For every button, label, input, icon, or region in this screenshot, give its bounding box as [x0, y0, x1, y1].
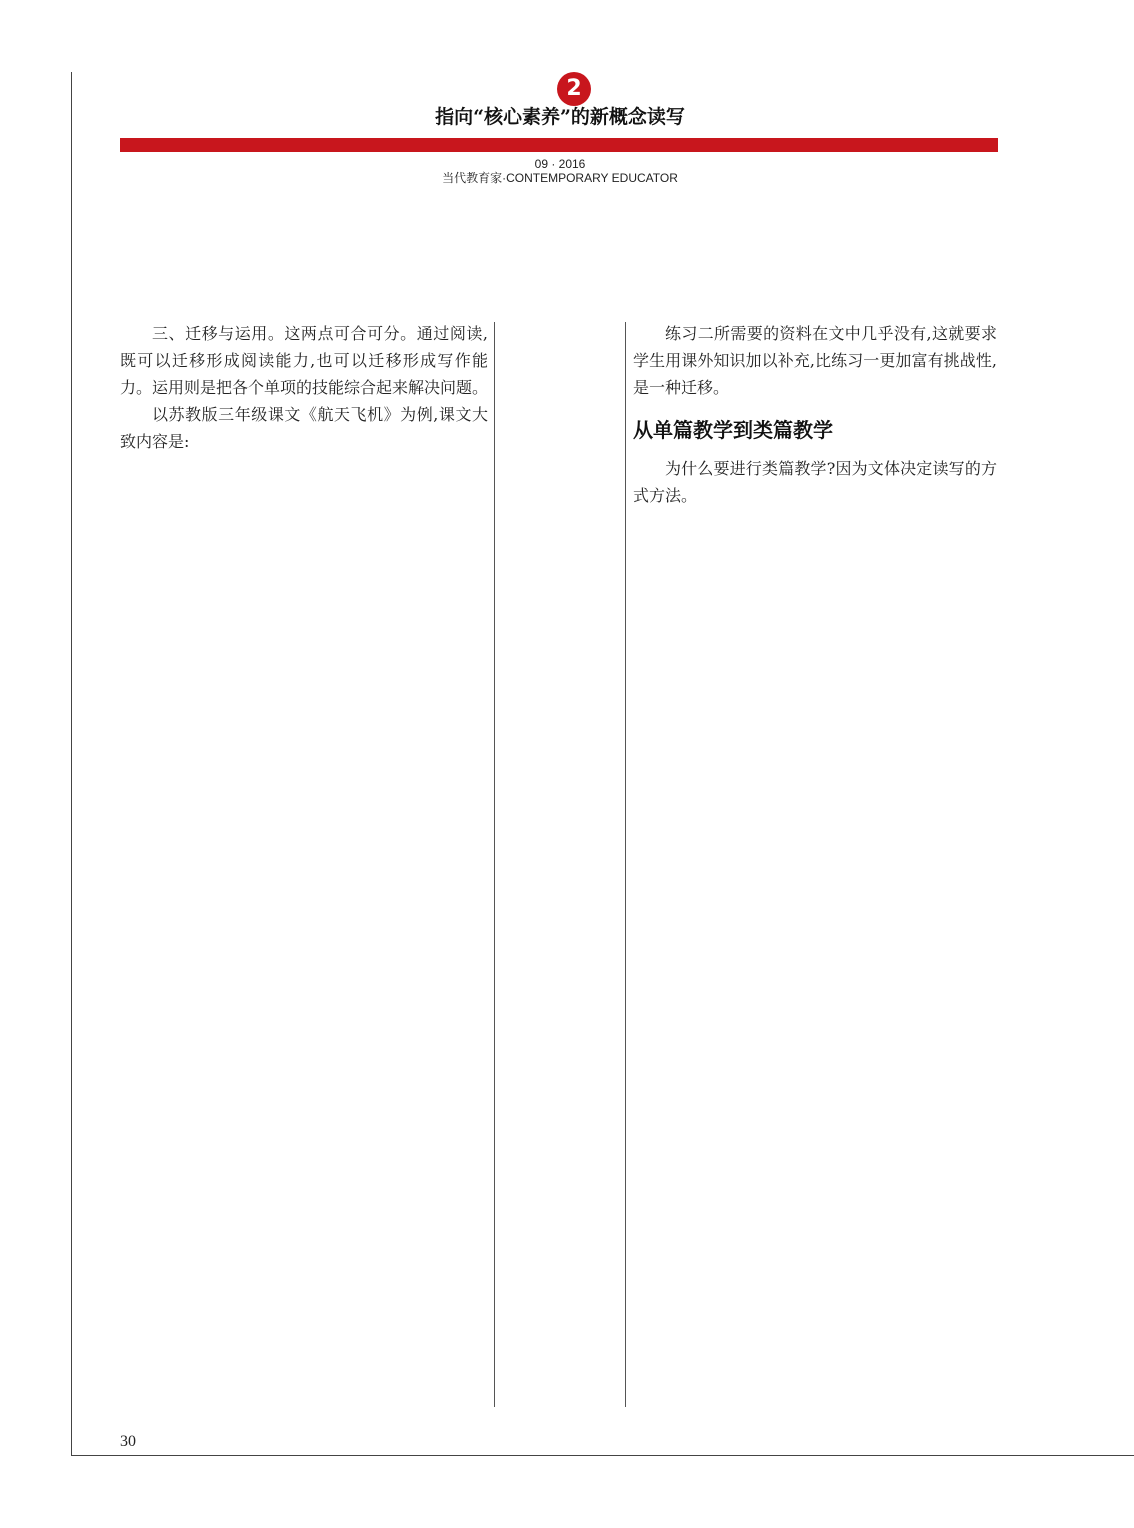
paragraph: 练习二所需要的资料在文中几乎没有,这就要求学生用课外知识加以补充,比练习一更加富有挑战性,是一种迁移。 — [633, 324, 997, 397]
left-column — [120, 320, 488, 455]
paragraph: 以苏教版三年级课文《航天飞机》为例,课文大致内容是: — [120, 405, 488, 451]
section-heading: 从单篇教学到类篇教学 — [633, 418, 833, 442]
page-frame-left-line — [71, 72, 72, 1456]
series-title: 指向“核心素养”的新概念读写 — [435, 106, 685, 128]
header-red-bar — [120, 138, 998, 152]
left-column-rule — [494, 322, 495, 1407]
issue-date: 09 · 2016 — [534, 157, 586, 171]
section-number-badge: 2 — [557, 72, 591, 106]
magazine-name: 当代教育家·CONTEMPORARY EDUCATOR — [442, 171, 678, 185]
right-column — [633, 320, 997, 509]
right-column-rule — [625, 322, 626, 1407]
page-frame-bottom-line — [71, 1455, 1134, 1456]
page-number: 30 — [120, 1433, 136, 1450]
paragraph: 三、迁移与运用。这两点可合可分。通过阅读,既可以迁移形成阅读能力,也可以迁移形成写作能力。运用则是把各个单项的技能综合起来解决问题。 — [120, 324, 489, 397]
paragraph: 为什么要进行类篇教学?因为文体决定读写的方式方法。 — [633, 459, 997, 505]
